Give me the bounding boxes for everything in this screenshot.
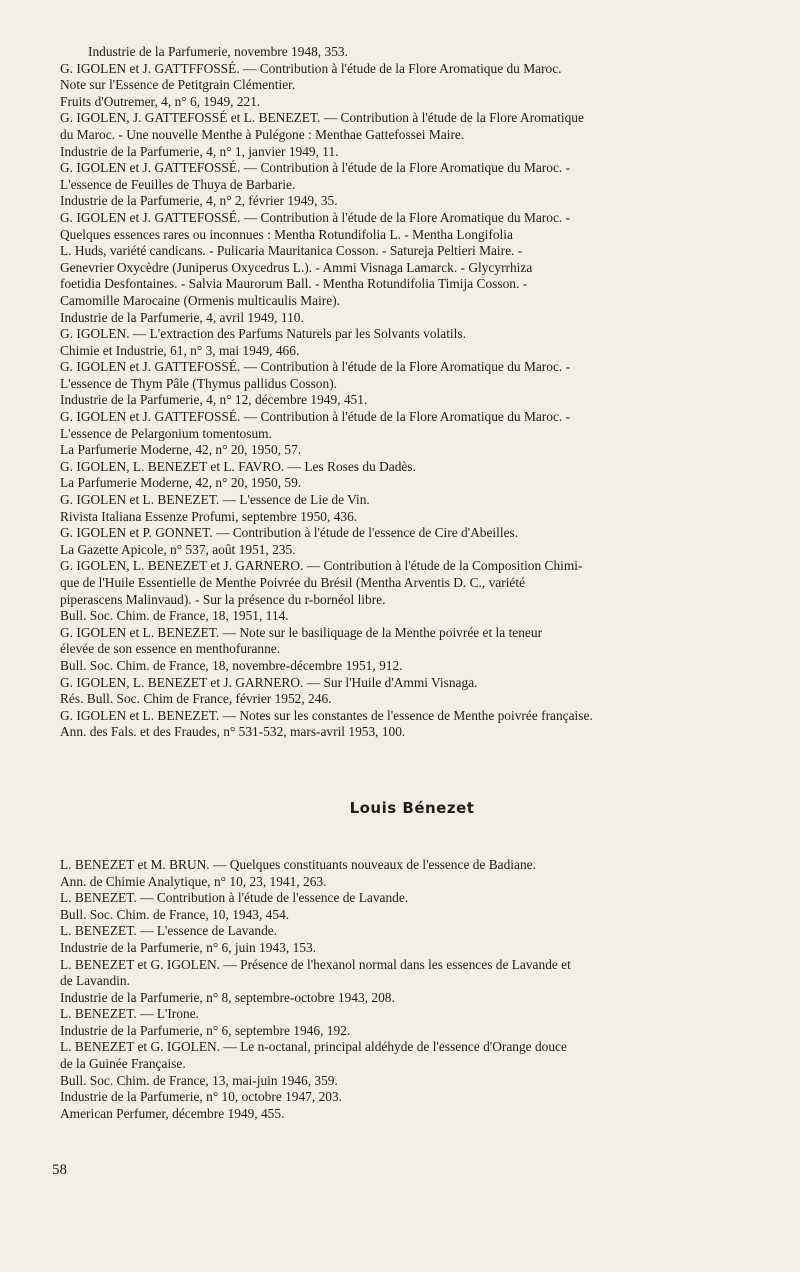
bibliography-entry <box>60 210 764 326</box>
entry-citation-line: G. IGOLEN et J. GATTEFOSSÉ. — Contribution à l'étude de la Flore Aromatique du Maroc. - <box>60 160 571 176</box>
entry-citation-line: G. IGOLEN et L. BENEZET. — L'essence de Lie de Vin. <box>60 492 370 508</box>
entry-detail-line: Bull. Soc. Chim. de France, 13, mai-juin 1946, 359. <box>60 1072 338 1088</box>
entry-detail-line: Fruits d'Outremer, 4, n° 6, 1949, 221. <box>60 93 261 109</box>
bibliography-entry <box>60 675 764 708</box>
entry-detail-line: L'essence de Pelargonium tomentosum. <box>60 425 272 441</box>
entry-detail-line: de la Guinée Française. <box>60 1056 186 1072</box>
entry-detail-line: Industrie de la Parfumerie, 4, n° 2, février 1949, 35. <box>60 193 338 209</box>
bibliography-section-igolen <box>60 44 764 741</box>
bibliography-entry <box>60 1039 764 1122</box>
entry-detail-line: Industrie de la Parfumerie, 4, n° 1, janvier 1949, 11. <box>60 143 339 159</box>
bibliography-entry <box>60 957 764 1007</box>
bibliography-entry <box>60 923 764 956</box>
entry-detail-line: L'essence de Thym Pâle (Thymus pallidus Cosson). <box>60 375 338 391</box>
entry-detail-line: piperascens Malinvaud). - Sur la présence du r-bornéol libre. <box>60 591 386 607</box>
section-heading: Louis Bénezet <box>349 798 475 817</box>
entry-detail-line: Industrie de la Parfumerie, 4, avril 1949, 110. <box>60 309 304 325</box>
entry-citation-line: G. IGOLEN et J. GATTEFOSSÉ. — Contribution à l'étude de la Flore Aromatique du Maroc. - <box>60 359 571 375</box>
entry-citation-line: Industrie de la Parfumerie, novembre 1948, 353. <box>88 44 348 59</box>
entry-detail-line: Bull. Soc. Chim. de France, 10, 1943, 454. <box>60 906 290 922</box>
entry-citation-line: L. BENEZET. — L'Irone. <box>60 1006 200 1022</box>
entry-citation-line: G. IGOLEN et J. GATTEFOSSÉ. — Contribution à l'étude de la Flore Aromatique du Maroc. - <box>60 409 571 425</box>
entry-detail-line: Industrie de la Parfumerie, n° 10, octobre 1947, 203. <box>60 1089 343 1105</box>
entry-detail-line: Industrie de la Parfumerie, n° 8, septembre-octobre 1943, 208. <box>60 989 395 1005</box>
entry-detail-line: du Maroc. - Une nouvelle Menthe à Pulégone : Menthae Gattefossei Maire. <box>60 126 465 142</box>
entry-detail-line: Rivista Italiana Essenze Profumi, septembre 1950, 436. <box>60 508 358 524</box>
entry-citation-line: G. IGOLEN. — L'extraction des Parfums Naturels par les Solvants volatils. <box>60 326 466 342</box>
entry-citation-line: G. IGOLEN et J. GATTEFOSSÉ. — Contribution à l'étude de la Flore Aromatique du Maroc. - <box>60 209 571 225</box>
entry-detail-line: Quelques essences rares ou inconnues : Mentha Rotundifolia L. - Mentha Longifolia <box>60 226 513 242</box>
entry-detail-line: L. Huds, variété candicans. - Pulicaria Mauritanica Cosson. - Satureja Peltieri Maire. - <box>60 243 523 259</box>
bibliography-entry <box>60 1006 764 1039</box>
page-number: 58 <box>52 1162 67 1178</box>
bibliography-entry <box>60 110 764 160</box>
entry-detail-line: de Lavandin. <box>60 973 130 989</box>
entry-detail-line: Note sur l'Essence de Petitgrain Clémentier. <box>60 77 296 93</box>
entry-detail-line: La Gazette Apicole, n° 537, août 1951, 235. <box>60 541 296 557</box>
entry-citation-line: L. BENEZET et G. IGOLEN. — Le n-octanal, principal aldéhyde de l'essence d'Orange douce <box>60 1039 567 1055</box>
bibliography-entry <box>60 857 764 890</box>
entry-detail-line: La Parfumerie Moderne, 42, n° 20, 1950, 57. <box>60 442 302 458</box>
entry-citation-line: G. IGOLEN et J. GATTFFOSSÉ. — Contribution à l'étude de la Flore Aromatique du Maroc. <box>60 60 562 76</box>
bibliography-entry <box>60 890 764 923</box>
entry-citation-line: G. IGOLEN, L. BENEZET et J. GARNERO. — Contribution à l'étude de la Composition Chimi- <box>60 558 583 574</box>
entry-citation-line: G. IGOLEN et P. GONNET. — Contribution à l'étude de l'essence de Cire d'Abeilles. <box>60 525 519 541</box>
entry-detail-line: Ann. de Chimie Analytique, n° 10, 23, 1941, 263. <box>60 873 327 889</box>
bibliography-section-benezet <box>60 857 764 1123</box>
entry-detail-line: Ann. des Fals. et des Fraudes, n° 531-532, mars-avril 1953, 100. <box>60 724 406 740</box>
entry-detail-line: Bull. Soc. Chim. de France, 18, novembre-décembre 1951, 912. <box>60 657 403 673</box>
entry-detail-line: American Perfumer, décembre 1949, 455. <box>60 1105 285 1121</box>
entry-detail-line: Bull. Soc. Chim. de France, 18, 1951, 114. <box>60 608 289 624</box>
entry-citation-line: L. BENEZET et M. BRUN. — Quelques constituants nouveaux de l'essence de Badiane. <box>60 856 536 872</box>
entry-detail-line: Industrie de la Parfumerie, n° 6, juin 1943, 153. <box>60 939 317 955</box>
entry-detail-line: Chimie et Industrie, 61, n° 3, mai 1949, 466. <box>60 342 300 358</box>
entry-detail-line: Camomille Marocaine (Ormenis multicaulis Maire). <box>60 292 341 308</box>
bibliography-entry <box>60 459 764 492</box>
entry-citation-line: L. BENEZET. — L'essence de Lavande. <box>60 923 278 939</box>
entry-detail-line: Industrie de la Parfumerie, n° 6, septembre 1946, 192. <box>60 1022 351 1038</box>
entry-citation-line: G. IGOLEN, L. BENEZET et L. FAVRO. — Les Roses du Dadès. <box>60 458 416 474</box>
bibliography-entry <box>60 409 764 459</box>
entry-detail-line: que de l'Huile Essentielle de Menthe Poivrée du Brésil (Mentha Arventis D. C., variété <box>60 575 526 590</box>
bibliography-entry <box>60 525 764 558</box>
entry-citation-line: G. IGOLEN et L. BENEZET. — Note sur le basiliquage de la Menthe poivrée et la teneur <box>60 624 543 640</box>
bibliography-entry <box>60 44 764 61</box>
entry-citation-line: G. IGOLEN, J. GATTEFOSSÉ et L. BENEZET. — Contribution à l'étude de la Flore Aromatique <box>60 110 584 126</box>
entry-detail-line: élevée de son essence en menthofuranne. <box>60 641 281 657</box>
entry-detail-line: Rés. Bull. Soc. Chim de France, février 1952, 246. <box>60 691 332 707</box>
bibliography-entry <box>60 625 764 675</box>
bibliography-entry <box>60 326 764 359</box>
entry-citation-line: L. BENEZET. — Contribution à l'étude de l'essence de Lavande. <box>60 890 409 906</box>
bibliography-entry <box>60 160 764 210</box>
bibliography-entry <box>60 492 764 525</box>
entry-detail-line: L'essence de Feuilles de Thuya de Barbarie. <box>60 176 296 192</box>
entry-detail-line: Genevrier Oxycèdre (Juniperus Oxycedrus L.). - Ammi Visnaga Lamarck. - Glycyrrhiza <box>60 259 533 275</box>
bibliography-entry <box>60 61 764 111</box>
bibliography-entry <box>60 708 764 741</box>
entry-detail-line: La Parfumerie Moderne, 42, n° 20, 1950, 59. <box>60 475 302 491</box>
bibliography-entry <box>60 359 764 409</box>
entry-citation-line: G. IGOLEN et L. BENEZET. — Notes sur les constantes de l'essence de Menthe poivrée française. <box>60 707 593 723</box>
entry-detail-line: Industrie de la Parfumerie, 4, n° 12, décembre 1949, 451. <box>60 392 368 408</box>
entry-detail-line: foetidia Desfontaines. - Salvia Maurorum Ball. - Mentha Rotundifolia Timija Cosson. - <box>60 276 528 292</box>
bibliography-entry <box>60 558 764 624</box>
entry-citation-line: G. IGOLEN, L. BENEZET et J. GARNERO. — Sur l'Huile d'Ammi Visnaga. <box>60 674 478 690</box>
entry-citation-line: L. BENEZET et G. IGOLEN. — Présence de l'hexanol normal dans les essences de Lavande et <box>60 956 571 972</box>
